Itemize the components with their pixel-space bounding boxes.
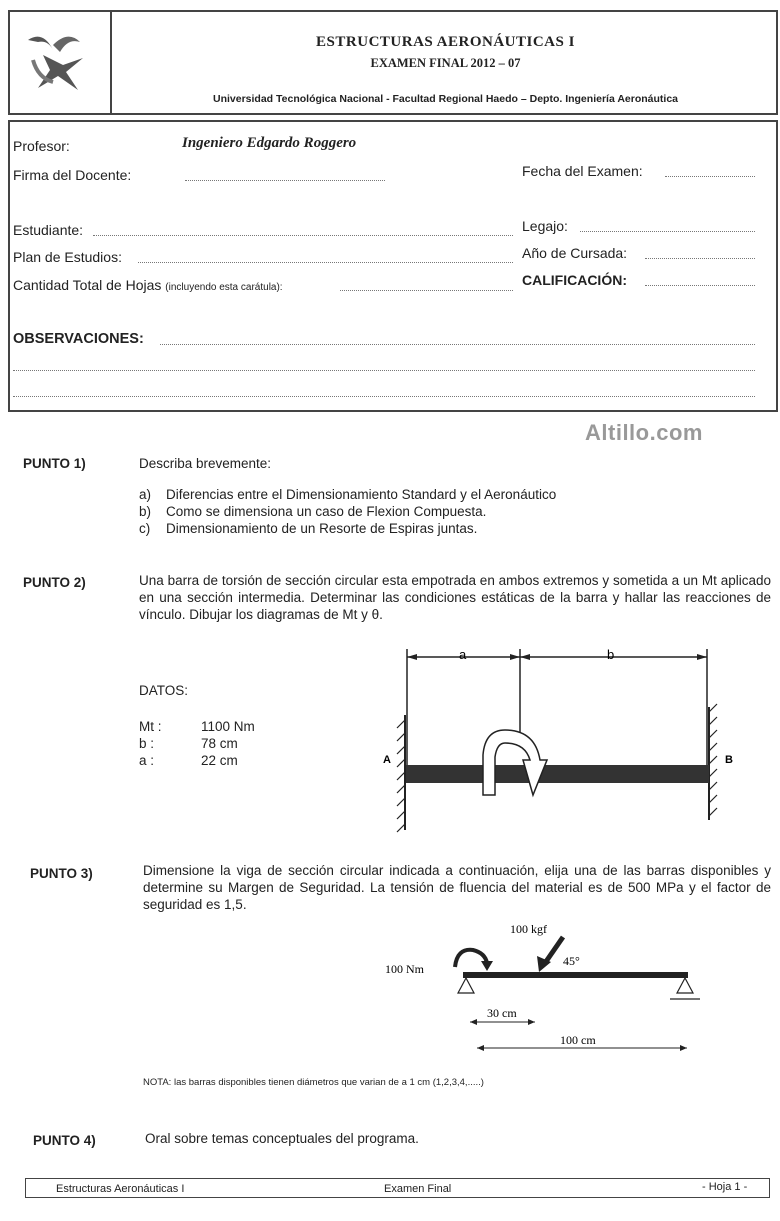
torsion-bar (406, 765, 709, 783)
support-a-label: A (383, 754, 391, 766)
legajo-field (580, 230, 755, 232)
utn-logo-icon (8, 10, 108, 110)
footer-course: Estructuras Aeronáuticas I (56, 1183, 185, 1195)
punto2-datos (139, 718, 255, 769)
punto3-text: Dimensione la viga de sección circular indicada a continuación, elija una de las barras disponibles y determine su Margen de Seguridad. La tensión de fluencia del material es de 500 MPa y el factor de seguridad es 1,5. (143, 863, 771, 912)
estudiante-field (93, 234, 513, 236)
observaciones-label: OBSERVACIONES: (13, 331, 144, 347)
observaciones-line-3 (13, 395, 755, 397)
university-logo (8, 10, 112, 115)
profesor-value: Ingeniero Edgardo Roggero (182, 135, 357, 151)
exam-title: EXAMEN FINAL 2012 – 07 (370, 56, 521, 70)
dist1-label: 30 cm (487, 1006, 517, 1020)
page-footer (25, 1178, 770, 1198)
punto4-label: PUNTO 4) (33, 1133, 96, 1148)
hojas-note: (incluyendo esta carátula): (165, 282, 283, 293)
watermark: Altillo.com (585, 420, 703, 445)
punto2-label: PUNTO 2) (23, 575, 86, 590)
angle-label: 45° (563, 954, 580, 968)
beam-diagram (375, 915, 715, 1060)
punto1-label: PUNTO 1) (23, 456, 86, 471)
dato-row: Mt : 1100 Nm (139, 719, 255, 734)
legajo-label: Legajo: (522, 218, 568, 234)
beam (463, 972, 688, 978)
anio-label: Año de Cursada: (522, 245, 628, 261)
dim-b-label: b (607, 647, 615, 662)
list-item: a) Diferencias entre el Dimensionamiento Standard y el Aeronáutico (139, 487, 557, 502)
university-line: Universidad Tecnológica Nacional - Facultad Regional Haedo – Depto. Ingeniería Aeronáutica (212, 93, 678, 105)
punto3-nota: NOTA: las barras disponibles tienen diámetros que varian de a 1 cm (1,2,3,4,.....) (143, 1077, 484, 1088)
right-support-icon (677, 978, 693, 993)
punto4-text: Oral sobre temas conceptuales del programa. (145, 1131, 419, 1146)
observaciones-line-1 (160, 343, 755, 345)
list-item: c) Dimensionamiento de un Resorte de Espiras juntas. (139, 521, 478, 536)
punto3-label: PUNTO 3) (30, 866, 93, 881)
punto2-text: Una barra de torsión de sección circular esta empotrada en ambos extremos y sometida a un Mt aplicado en una sección intermedia. Determinar las condiciones estáticas de la barra y hallar las reacciones de vínculo. Dibujar los diagramas de Mt y θ. (139, 573, 771, 622)
moment-label: 100 Nm (385, 962, 424, 976)
torque-arrow-icon (483, 730, 547, 795)
force-arrow-icon (545, 937, 563, 963)
moment-arrow-icon (455, 950, 487, 967)
hojas-label (13, 277, 283, 293)
calificacion-label: CALIFICACIÓN: (522, 272, 627, 288)
torsion-bar-diagram (375, 645, 755, 835)
fecha-label: Fecha del Examen: (522, 163, 643, 179)
hojas-field (340, 289, 513, 291)
course-title: ESTRUCTURAS AERONÁUTICAS I (316, 34, 575, 50)
left-support-icon (458, 978, 474, 993)
dim-a-label: a (459, 647, 467, 662)
calificacion-field (645, 284, 755, 286)
firma-field (185, 179, 385, 181)
fecha-field (665, 175, 755, 177)
observaciones-line-2 (13, 369, 755, 371)
list-item: b) Como se dimensiona un caso de Flexion Compuesta. (139, 504, 487, 519)
plan-field (138, 261, 513, 263)
profesor-label: Profesor: (13, 138, 70, 154)
footer-page: - Hoja 1 - (702, 1181, 748, 1193)
force-label: 100 kgf (510, 922, 547, 936)
punto2-datos-label: DATOS: (139, 683, 189, 698)
firma-label: Firma del Docente: (13, 167, 132, 183)
dist2-label: 100 cm (560, 1033, 596, 1047)
support-b-label: B (725, 754, 733, 766)
hojas-label-text: Cantidad Total de Hojas (13, 277, 162, 293)
punto1-intro: Describa brevemente: (139, 456, 272, 471)
plan-label: Plan de Estudios: (13, 249, 122, 265)
footer-exam: Examen Final (384, 1183, 452, 1195)
anio-field (645, 257, 755, 259)
dato-row: b : 78 cm (139, 736, 238, 751)
estudiante-label: Estudiante: (13, 222, 84, 238)
dato-row: a : 22 cm (139, 753, 238, 768)
punto1-list (139, 486, 556, 537)
